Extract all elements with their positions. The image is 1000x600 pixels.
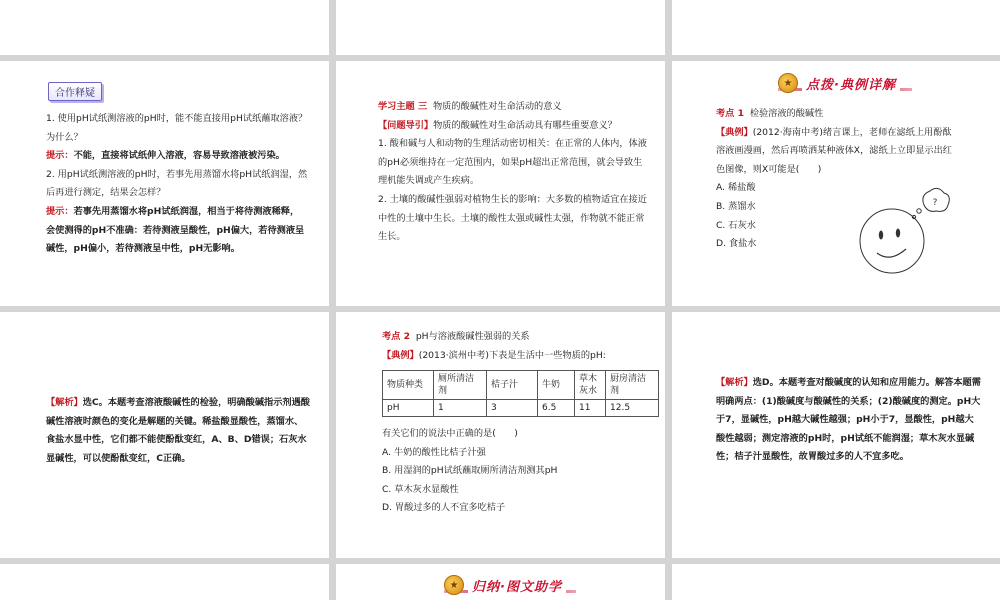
hezuo-content xyxy=(46,110,308,259)
option-d: D. 食盐水 xyxy=(716,238,757,250)
slide-bottom-right xyxy=(672,564,1000,600)
slide-top-right xyxy=(672,0,1000,55)
kaodian-1: 考点 1 检验溶液的酸碱性 xyxy=(716,108,824,119)
ph-table-row xyxy=(383,400,659,417)
example2-options xyxy=(382,425,657,518)
example-2-text: 【典例】(2013·滨州中考)下表是生活中一些物质的pH: xyxy=(382,349,606,361)
thought-question-mark: ? xyxy=(932,198,938,208)
slide-top-middle xyxy=(336,0,665,55)
header-cell: 厕所清洁剂 xyxy=(434,371,487,400)
jiexi-1-text: 【解析】选C。本题考查溶液酸碱性的检验，明确酸碱指示剂遇酸碱性溶液时颜色的变化是解题的关键。稀盐酸显酸性，蒸馏水、食盐水显中性，它们都不能使酚酞变红，A、B、D错误；石灰水显碱性，可以使酚酞变红，C正确。 xyxy=(46,397,310,464)
header-cell: 物质种类 xyxy=(383,371,434,400)
jiexi-2-text: 【解析】选D。本题考查对酸碱度的认知和应用能力。解答本题需明确两点：(1)酸碱度与酸碱性的关系；(2)酸碱度的测定。pH大于7，显碱性，pH越大碱性越强；pH小于7，显酸性，pH越大酸性越弱；测定溶液的pH时，pH试纸不能润湿；草木灰水显碱性；桔子汁显酸性，故胃酸过多的人不宜多吃。 xyxy=(716,377,981,463)
option-a: A. 稀盐酸 xyxy=(716,182,756,194)
slide-bottom-middle xyxy=(336,564,665,600)
value-cell: 12.5 xyxy=(606,400,659,417)
slide-jiexi-2[interactable] xyxy=(672,312,1000,558)
slide-top-left xyxy=(0,0,329,55)
header-cell: 牛奶 xyxy=(538,371,575,400)
medal-icon: ★ xyxy=(778,73,798,93)
guide-line: 【问题导引】物质的酸碱性对生命活动具有哪些重要意义？ xyxy=(378,119,617,131)
banner-guina xyxy=(444,574,576,596)
jiexi-2-content xyxy=(716,374,982,467)
option-b: B. 用湿润的pH试纸蘸取厕所清洁剂测其pH xyxy=(382,465,558,477)
smiley-thinking-icon xyxy=(854,183,954,283)
paragraph-2: 2. 土壤的酸碱性强弱对植物生长的影响：大多数的植物适宜在接近中性的土壤中生长。土壤的酸性太强或碱性太强，作物就不能正常生长。 xyxy=(378,193,647,243)
hezuo-tag: 合作释疑 xyxy=(48,82,102,101)
banner-title: 点拨·典例详解 xyxy=(802,74,900,93)
study-content xyxy=(378,98,648,247)
value-cell: pH xyxy=(383,400,434,417)
header-cell: 厨房清洁剂 xyxy=(606,371,659,400)
topic-heading: 学习主题 三 物质的酸碱性对生命活动的意义 xyxy=(378,101,562,112)
hint-1: 提示：不能，直接将试纸伸入溶液，容易导致溶液被污染。 xyxy=(46,150,285,162)
slide-hezuo[interactable] xyxy=(0,61,329,306)
slide-example-1[interactable] xyxy=(672,61,1000,306)
example-1-text: 【典例】(2012·海南中考)绪言课上，老师在滤纸上用酚酞溶液画漫画，然后再喷洒某种液体X，滤纸上立即显示出红色图像，则X可能是( ) xyxy=(716,126,952,175)
value-cell: 3 xyxy=(487,400,538,417)
option-c: C. 草木灰水显酸性 xyxy=(382,483,459,495)
question-2: 2. 用pH试纸测溶液的pH时，若事先用蒸馏水将pH试纸润湿，然后再进行测定，结果会怎样？ xyxy=(46,168,308,199)
paragraph-1: 1. 酸和碱与人和动物的生理活动密切相关：在正常的人体内，体液的pH必须维持在一定范围内，如果pH超出正常范围，就会导致生理机能失调或产生疾病。 xyxy=(378,138,647,187)
slide-study-topic[interactable] xyxy=(336,61,665,306)
ph-table xyxy=(382,370,659,417)
slide-bottom-left xyxy=(0,564,329,600)
header-cell: 桔子汁 xyxy=(487,371,538,400)
slide-example-2[interactable] xyxy=(336,312,665,558)
question-1: 1. 使用pH试纸测溶液的pH时，能不能直接用pH试纸蘸取溶液？为什么？ xyxy=(46,113,308,143)
question-text: 有关它们的说法中正确的是( ) xyxy=(382,428,518,439)
option-b: B. 蒸馏水 xyxy=(716,200,756,212)
header-cell: 草木灰水 xyxy=(575,371,606,400)
medal-icon: ★ xyxy=(444,575,464,595)
value-cell: 1 xyxy=(434,400,487,417)
option-c: C. 石灰水 xyxy=(716,219,756,231)
banner-dianbo xyxy=(778,72,912,94)
option-d: D. 胃酸过多的人不宜多吃桔子 xyxy=(382,502,506,514)
slide-jiexi-1[interactable] xyxy=(0,312,329,558)
ph-table-header xyxy=(383,371,659,400)
banner-title: 归纳·图文助学 xyxy=(468,576,566,595)
example2-head xyxy=(382,328,657,365)
kaodian-2: 考点 2 pH与溶液酸碱性强弱的关系 xyxy=(382,331,530,342)
hint-2: 提示：若事先用蒸馏水将pH试纸润湿，相当于将待测液稀释，会使测得的pH不准确：若待测液呈酸性，pH偏大，若待测液呈碱性，pH偏小，若待测液呈中性，pH无影响。 xyxy=(46,205,305,255)
value-cell: 6.5 xyxy=(538,400,575,417)
option-a: A. 牛奶的酸性比桔子汁强 xyxy=(382,446,486,458)
jiexi-1-content xyxy=(46,394,312,468)
value-cell: 11 xyxy=(575,400,606,417)
